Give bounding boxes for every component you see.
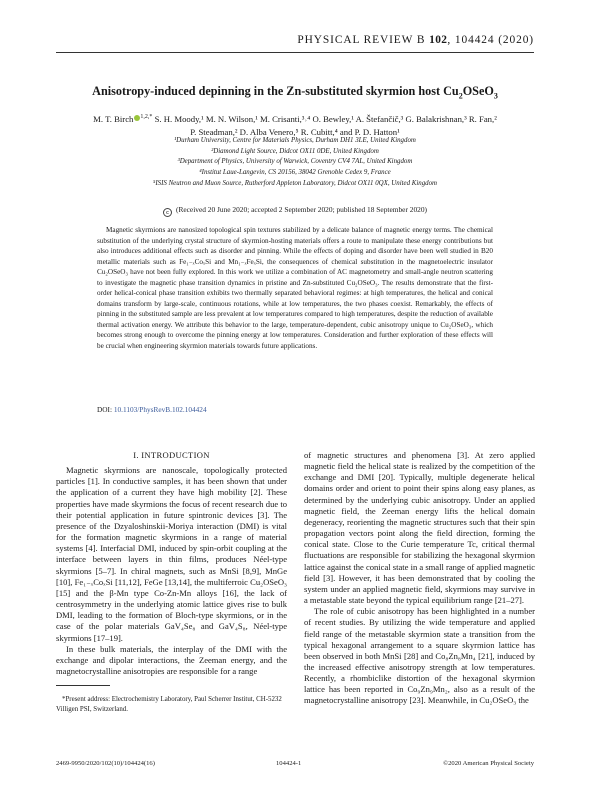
section-heading: I. INTRODUCTION <box>133 450 210 460</box>
body-paragraph: In these bulk materials, the interplay of the DMI with the exchange and dipolar interactions, the Zeeman energy, and the magnetocrystalline anisotropies are responsible for a range <box>56 643 287 676</box>
body-paragraph: Magnetic skyrmions are nanoscale, topologically protected particles [1]. In conductive samples, it has been shown that under the application of a current they have high mobility [2]. These properties have made skyrmions the focus of recent research due to their potential application in future spintronic devices [3]. The presence of the Dzyaloshinskii-Moriya interaction (DMI) is vital for the formation magnetic skyrmions in a range of material systems [4]. Interfacial DMI, induced by spin-orbit coupling at the interface between layers in thin films, produces Néel-type skyrmions [5–7]. In chiral magnets, such as MnSi [8,9], MnGe [10], Fe₁₋ₓCoₓSi [11,12], FeGe [13,14], the multiferroic Cu₂OSeO₃ [15] and the β-Mn type Co-Zn-Mn alloys [16], the lack of centrosymmetry in the underlying atomic lattice gives rise to bulk DMI, leading to the formation of Bloch-type skyrmions, or in the case of the polar materials GaV₄Se₈ and GaV₄S₈, Néel-type skyrmions [17–19]. <box>56 465 287 643</box>
footnote: *Present address: Electrochemistry Laboratory, Paul Scherrer Institut, CH-5232 Villigen PSI, Switzerland. <box>56 696 282 713</box>
article-number: 104424 (2020) <box>454 34 534 46</box>
body-paragraph: of magnetic structures and phenomena [3]. At zero applied magnetic field the helical state is realized by the competition of the exchange and DMI [20]. Typically, multiple degenerate helical domains order and orient to point their spins along easy planes, as determined by the underlying cubic anisotropy. Under an applied magnetic field, the Zeeman energy lifts the helical domain degeneracy, reorienting the magnetic structures such that their spin propagation vectors point along the field direction, forming the conical state. Close to the Curie temperature Tc, critical thermal fluctuations are responsible for stabilizing the hexagonal skyrmion lattice against the conical state in a small range of applied magnetic field [3]. However, it has been demonstrated that by cooling the system under an applied magnetic field, skyrmions may survive in a metastable state beyond the typical equilibrium range [21–27]. <box>304 450 535 606</box>
affiliation: ⁴Institut Laue-Langevin, CS 20156, 38042 Grenoble Cedex 9, France <box>199 169 391 177</box>
publication-history: c (Received 20 June 2020; accepted 2 September 2020; published 18 September 2020) <box>56 205 534 217</box>
footer-copyright: ©2020 American Physical Society <box>443 760 534 767</box>
footer-issn: 2469-9950/2020/102(10)/104424(16) <box>56 760 155 767</box>
affiliation: ⁵ISIS Neutron and Muon Source, Rutherford Appleton Laboratory, Didcot OX11 0QX, United Kingdom <box>152 179 438 187</box>
affiliation: ²Diamond Light Source, Didcot OX11 0DE, United Kingdom <box>211 147 379 155</box>
affiliation: ³Department of Physics, University of Warwick, Coventry CV4 7AL, United Kingdom <box>177 158 413 166</box>
footer-page-number: 104424-1 <box>276 760 302 767</box>
header-rule <box>56 52 534 53</box>
author-first: M. T. Birch <box>93 113 134 124</box>
running-head: PHYSICAL REVIEW B 102, 104424 (2020) <box>297 34 534 46</box>
author-list: M. T. Birch $^{1,2,*}$ S. H. Moody,¹ M. N. Wilson,¹ M. Crisanti,³˒⁴ O. Bewley,¹ A. Štefančič,³ G. Balakrishnan,³ R. Fan,² P. Steadman,² D. Alba Venero,⁵ R. Cubitt,⁴ and P. D. Hatton¹ <box>78 111 512 139</box>
abstract: Magnetic skyrmions are nanosized topological spin textures stabilized by a delicate balance of magnetic energy terms. The chemical substitution of the underlying crystal structure of skyrmion-hosting materials offers a route to manipulate these energy contributions but also introduces additional effects such as disorder and pinning. While the effects of doping and disorder have been well studied in B20 metallic materials such as Fe₁₋ₓCoₓSi and Mn₁₋ₓFeₓSi, the consequences of chemical substitution in the magnetoelectric insulator Cu₂OSeO₃ have not been fully explored. In this work we utilize a combination of AC magnetometry and small-angle neutron scattering to investigate the magnetic phase transition dynamics in pristine and Zn-substituted Cu₂OSeO₃. The results demonstrate that the first-order helical-conical phase transition exhibits two thermally separated behavioral regimes: at high temperatures, the helical and conical domains transform by large-scale, continuous rotations, while at low temperatures, the two phases coexist. Remarkably, the effects of pinning in the substituted sample are less prevalent at low temperatures compared to high temperatures, despite the reduction of available thermal activation energy. We attribute this behavior to the large, temperature-dependent, cubic anisotropy unique to Cu₂OSeO₃, which becomes strong enough to overcome the pinning energy at low temperatures. Consideration and further exploration of these effects will be crucial when engineering skyrmion materials towards future applications. <box>97 226 493 351</box>
left-column <box>56 450 287 677</box>
affiliation: ¹Durham University, Centre for Materials Physics, Durham DH1 3LE, United Kingdom <box>174 137 416 144</box>
affiliations <box>88 136 502 190</box>
doi-line: DOI: 10.1103/PhysRevB.102.104424 <box>97 405 207 414</box>
journal-volume: 102 <box>429 34 448 46</box>
author-line-2: P. Steadman,² D. Alba Venero,⁵ R. Cubitt,⁴ and P. D. Hatton¹ <box>190 126 400 137</box>
journal-name: PHYSICAL REVIEW B <box>297 34 426 46</box>
footnote-rule <box>56 685 110 686</box>
crossmark-icon[interactable]: c <box>163 208 172 217</box>
doi-link[interactable]: 10.1103/PhysRevB.102.104424 <box>113 405 207 414</box>
body-paragraph: The role of cubic anisotropy has been highlighted in a number of recent studies. By utilizing the wide temperature and applied field range of the metastable skyrmion state a transition from the typical hexagonal arrangement to a square skyrmion lattice has been observed in both MnSi [28] and Co₈Zn₈Mn₄ [21], induced by the increased effective anisotropy strength at low temperatures. Recently, a rhombiclike distortion of the hexagonal skyrmion lattice has been reported in Co₉Zn₉Mn₂, also as a result of the magnetocrystalline anisotropy [23]. Meanwhile, in Cu₂OSeO₃ the <box>304 606 535 706</box>
paper-title: Anisotropy-induced depinning in the Zn-substituted skyrmion host $Cu_2OSeO_3$ <box>92 84 498 101</box>
right-column <box>304 450 535 707</box>
